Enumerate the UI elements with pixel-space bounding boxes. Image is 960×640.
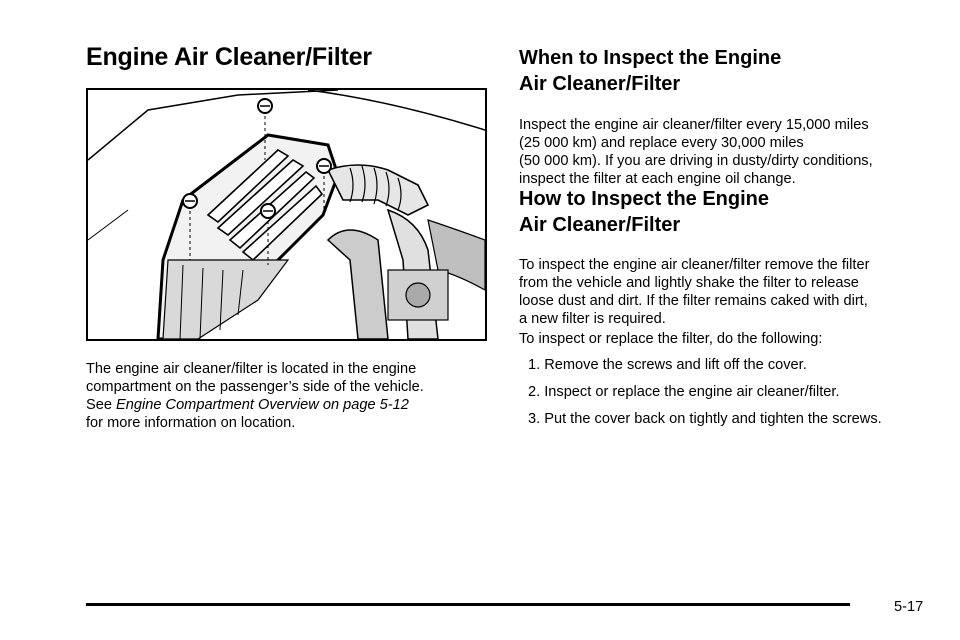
see-reference: [86, 396, 491, 414]
body-line: inspect the filter at each engine oil change.: [519, 171, 796, 187]
location-description: [86, 360, 491, 432]
heading-line: Air Cleaner/Filter: [519, 214, 681, 236]
body-line: (50 000 km). If you are driving in dusty/dirty conditions,: [519, 153, 873, 169]
list-item: 1. Remove the screws and lift off the cover.: [528, 357, 807, 373]
page-title: Engine Air Cleaner/Filter: [86, 43, 372, 71]
footer-rule: [86, 603, 850, 606]
body-line: loose dust and dirt. If the filter remains caked with dirt,: [519, 293, 868, 309]
heading-line: When to Inspect the Engine: [519, 47, 782, 69]
body-line: To inspect or replace the filter, do the following:: [519, 331, 823, 347]
body-line: a new filter is required.: [519, 311, 666, 327]
body-line: compartment on the passenger’s side of the vehicle.: [86, 379, 424, 395]
when-to-inspect-heading: [519, 45, 929, 97]
how-to-inspect-text: [519, 256, 934, 328]
when-to-inspect-text: [519, 116, 934, 188]
air-cleaner-illustration: [86, 88, 487, 341]
left-column: [86, 40, 491, 74]
body-line: (25 000 km) and replace every 30,000 miles: [519, 135, 804, 151]
heading-line: Air Cleaner/Filter: [519, 73, 681, 95]
body-line: To inspect the engine air cleaner/filter remove the filter: [519, 257, 870, 273]
page-number: 5-17: [894, 599, 924, 615]
body-line: The engine air cleaner/filter is located in the engine: [86, 361, 417, 377]
body-line: Inspect the engine air cleaner/filter every 15,000 miles: [519, 117, 869, 133]
body-line: for more information on location.: [86, 415, 296, 431]
see-prefix: See: [86, 397, 117, 413]
how-to-inspect-heading: [519, 186, 929, 238]
list-item: 3. Put the cover back on tightly and tighten the screws.: [528, 411, 882, 427]
steps-list: [528, 356, 938, 437]
steps-intro: [519, 330, 934, 348]
body-line: from the vehicle and lightly shake the filter to release: [519, 275, 859, 291]
list-item: 2. Inspect or replace the engine air cleaner/filter.: [528, 384, 840, 400]
cross-reference-link[interactable]: Engine Compartment Overview on page 5-12: [116, 397, 409, 413]
heading-line: How to Inspect the Engine: [519, 188, 770, 210]
